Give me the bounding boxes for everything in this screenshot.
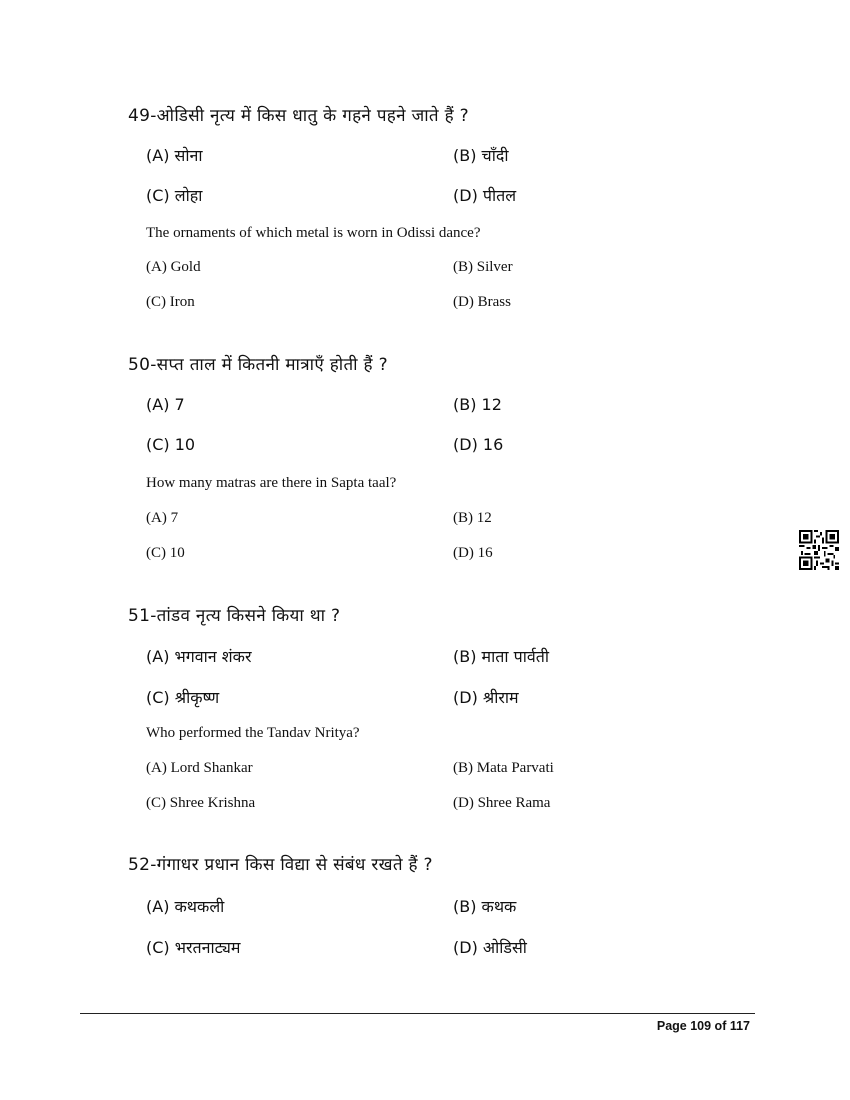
q51-en-option-c: (C) Shree Krishna (146, 795, 256, 811)
q49-en-option-d: (D) Brass (453, 294, 511, 310)
q51-hi-option-b: (B) माता पार्वती (453, 647, 550, 666)
question-50-english: How many matras are there in Sapta taal? (146, 475, 397, 491)
q49-hi-option-b: (B) चाँदी (453, 146, 509, 165)
question-52-hindi: 52-गंगाधर प्रधान किस विद्या से संबंध रखते हैं ? (128, 855, 433, 875)
question-51-english: Who performed the Tandav Nritya? (146, 725, 360, 741)
footer-divider (80, 1013, 755, 1014)
q49-hi-option-c: (C) लोहा (146, 186, 203, 205)
page-number: Page 109 of 117 (656, 1019, 750, 1033)
q49-en-option-b: (B) Silver (453, 259, 513, 275)
q50-en-option-d: (D) 16 (453, 545, 493, 561)
q49-hi-option-d: (D) पीतल (453, 186, 517, 205)
q52-hi-option-d: (D) ओडिसी (453, 938, 527, 957)
question-49-hindi: 49-ओडिसी नृत्य में किस धातु के गहने पहने जाते हैं ? (128, 106, 469, 126)
q50-en-option-c: (C) 10 (146, 545, 185, 561)
q50-hi-option-b: (B) 12 (453, 395, 502, 414)
q51-en-option-a: (A) Lord Shankar (146, 760, 253, 776)
qr-code-icon (799, 530, 839, 570)
q51-en-option-b: (B) Mata Parvati (453, 760, 554, 776)
q50-hi-option-d: (D) 16 (453, 435, 504, 454)
question-49-english: The ornaments of which metal is worn in Odissi dance? (146, 225, 481, 241)
q51-hi-option-a: (A) भगवान शंकर (146, 647, 252, 666)
q51-en-option-d: (D) Shree Rama (453, 795, 551, 811)
q52-hi-option-a: (A) कथकली (146, 897, 225, 916)
q49-en-option-c: (C) Iron (146, 294, 195, 310)
q50-hi-option-c: (C) 10 (146, 435, 196, 454)
q52-hi-option-c: (C) भरतनाट्यम (146, 938, 241, 957)
q51-hi-option-d: (D) श्रीराम (453, 688, 519, 707)
q50-en-option-a: (A) 7 (146, 510, 179, 526)
q49-en-option-a: (A) Gold (146, 259, 201, 275)
q50-hi-option-a: (A) 7 (146, 395, 185, 414)
q51-hi-option-c: (C) श्रीकृष्ण (146, 688, 220, 707)
question-50-hindi: 50-सप्त ताल में कितनी मात्राएँ होती हैं ? (128, 355, 388, 375)
q52-hi-option-b: (B) कथक (453, 897, 517, 916)
question-51-hindi: 51-तांडव नृत्य किसने किया था ? (128, 606, 341, 626)
q49-hi-option-a: (A) सोना (146, 146, 203, 165)
q50-en-option-b: (B) 12 (453, 510, 492, 526)
